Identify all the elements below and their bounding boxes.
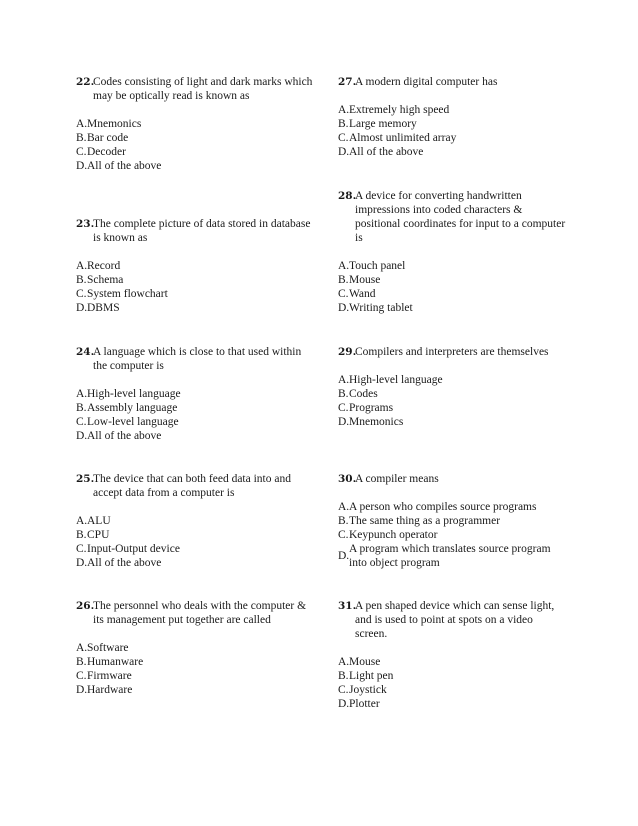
question-text: A modern digital computer has <box>355 76 498 88</box>
option-c[interactable]: C. Decoder <box>76 146 126 158</box>
question-number: 24. <box>76 346 95 358</box>
question-number: 29. <box>338 346 357 358</box>
options-list <box>338 373 568 429</box>
question-text: The device that can both feed data into and accept data from a computer is <box>93 473 291 499</box>
option-b[interactable]: B. CPU <box>76 529 110 541</box>
question-number: 26. <box>76 600 95 612</box>
options-list <box>76 259 316 315</box>
question-text: The complete picture of data stored in database is known as <box>93 218 311 244</box>
question-number: 28. <box>338 190 357 202</box>
option-a[interactable]: A. Extremely high speed <box>338 104 450 116</box>
option-d[interactable]: D. All of the above <box>76 430 162 442</box>
options-list <box>338 500 568 570</box>
option-d[interactable]: D. Hardware <box>76 684 133 696</box>
option-c[interactable]: C. System flowchart <box>76 288 168 300</box>
option-b[interactable]: B. The same thing as a programmer <box>338 515 501 527</box>
option-c[interactable]: C. Input-Output device <box>76 543 180 555</box>
option-b[interactable]: B. Large memory <box>338 118 417 130</box>
option-d[interactable]: D. A program which translates source program into object program <box>338 543 551 569</box>
option-b[interactable]: B. Light pen <box>338 670 394 682</box>
question-28 <box>338 189 568 315</box>
question-text: A pen shaped device which can sense light, and is used to point at spots on a video screen. <box>355 600 555 640</box>
question-22 <box>76 75 316 173</box>
option-b[interactable]: B. Humanware <box>76 656 144 668</box>
question-25 <box>76 472 316 570</box>
option-b[interactable]: B. Bar code <box>76 132 129 144</box>
options-list <box>76 387 316 443</box>
question-number: 23. <box>76 218 95 230</box>
question-text: A language which is close to that used within the computer is <box>93 346 302 372</box>
question-23 <box>76 217 316 315</box>
options-list <box>338 103 568 159</box>
option-a[interactable]: A. Mnemonics <box>76 118 142 130</box>
option-c[interactable]: C. Programs <box>338 402 394 414</box>
option-c[interactable]: C. Wand <box>338 288 376 300</box>
option-c[interactable]: C. Joystick <box>338 684 387 696</box>
option-d[interactable]: D. All of the above <box>76 557 162 569</box>
question-text: The personnel who deals with the computer & its management put together are called <box>93 600 307 626</box>
option-a[interactable]: A. Record <box>76 260 121 272</box>
question-text: A device for converting handwritten impressions into coded characters & positional coordinates for input to a computer is <box>355 190 566 244</box>
question-number: 22. <box>76 76 95 88</box>
options-list <box>76 641 316 697</box>
question-31 <box>338 599 568 711</box>
option-d[interactable]: D. All of the above <box>338 146 424 158</box>
question-number: 27. <box>338 76 357 88</box>
question-26 <box>76 599 316 697</box>
option-d[interactable]: D. DBMS <box>76 302 120 314</box>
option-d[interactable]: D. Mnemonics <box>338 416 404 428</box>
options-list <box>338 259 568 315</box>
option-a[interactable]: A. Mouse <box>338 656 381 668</box>
options-list <box>338 655 568 711</box>
option-a[interactable]: A. ALU <box>76 515 111 527</box>
question-24 <box>76 345 316 443</box>
question-29 <box>338 345 568 429</box>
options-list <box>76 514 316 570</box>
option-a[interactable]: A. High-level language <box>76 388 181 400</box>
option-b[interactable]: B. Assembly language <box>76 402 178 414</box>
option-a[interactable]: A. A person who compiles source programs <box>338 501 537 513</box>
option-b[interactable]: B. Schema <box>76 274 124 286</box>
option-a[interactable]: A. Software <box>76 642 129 654</box>
question-30 <box>338 472 568 570</box>
question-text: Codes consisting of light and dark marks which may be optically read is known as <box>93 76 313 102</box>
option-a[interactable]: A. High-level language <box>338 374 443 386</box>
option-c[interactable]: C. Low-level language <box>76 416 179 428</box>
option-c[interactable]: C. Keypunch operator <box>338 529 438 541</box>
question-number: 31. <box>338 600 357 612</box>
option-c[interactable]: C. Firmware <box>76 670 132 682</box>
option-d[interactable]: D. Plotter <box>338 698 380 710</box>
question-text: Compilers and interpreters are themselves <box>355 346 549 358</box>
question-number: 25. <box>76 473 95 485</box>
option-d[interactable]: D. All of the above <box>76 160 162 172</box>
options-list <box>76 117 316 173</box>
option-c[interactable]: C. Almost unlimited array <box>338 132 457 144</box>
question-number: 30. <box>338 473 357 485</box>
question-text: A compiler means <box>355 473 439 485</box>
question-27 <box>338 75 568 159</box>
option-b[interactable]: B. Codes <box>338 388 378 400</box>
option-b[interactable]: B. Mouse <box>338 274 381 286</box>
option-a[interactable]: A. Touch panel <box>338 260 406 272</box>
option-d[interactable]: D. Writing tablet <box>338 302 413 314</box>
